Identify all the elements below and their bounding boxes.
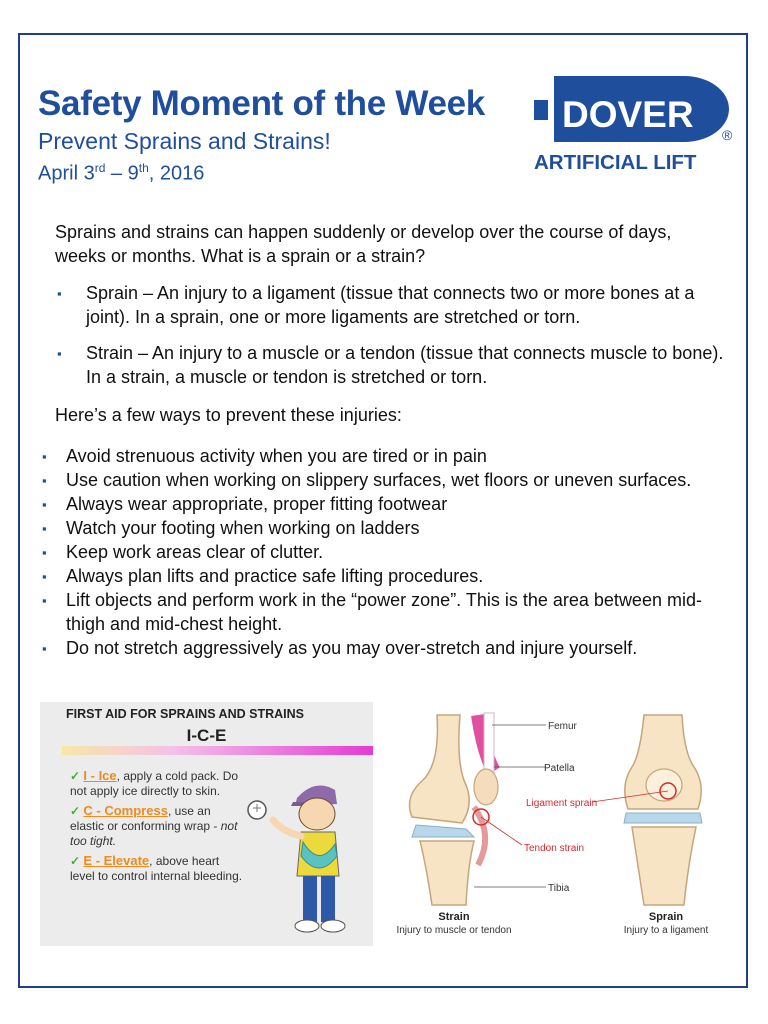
first-aid-title: FIRST AID FOR SPRAINS AND STRAINS [66, 707, 304, 721]
date-range: April 3rd – 9th, 2016 [38, 161, 205, 185]
list-item: ▪ Lift objects and perform work in the “power zone”. This is the area between mid-thigh and mid-chest height. [40, 588, 730, 636]
list-item: ▪ Avoid strenuous activity when you are tired or in pain [40, 444, 730, 468]
page-title: Safety Moment of the Week [38, 84, 485, 123]
step-ice: ✓ I - Ice, apply a cold pack. Do not apply ice directly to skin. [70, 768, 239, 798]
check-icon: ✓ [70, 854, 81, 868]
list-item: ▪ Always wear appropriate, proper fitting footwear [40, 492, 730, 516]
intro-paragraph: Sprains and strains can happen suddenly or develop over the course of days, weeks or months. What is a sprain or a strain? [55, 222, 672, 266]
label-femur: Femur [548, 721, 577, 732]
check-icon: ✓ [70, 769, 81, 783]
list-item: ▪ Use caution when working on slippery surfaces, wet floors or uneven surfaces. [40, 468, 730, 492]
logo-registered: ® [722, 127, 733, 143]
prevention-intro: Here’s a few ways to prevent these injuries: [55, 405, 402, 425]
gradient-bar [62, 746, 373, 755]
list-item: ▪ Always plan lifts and practice safe lifting procedures. [40, 564, 730, 588]
definition-strain: ▪ Strain – An injury to a muscle or a tendon (tissue that connects muscle to bone). In a strain, a muscle or tendon is stretched or torn. [55, 341, 735, 389]
label-ligament-sprain: Ligament sprain [526, 798, 598, 809]
first-aid-steps [70, 768, 245, 888]
step-elevate: ✓ E - Elevate, above heart level to control internal bleeding. [70, 853, 243, 883]
list-item: ▪ Keep work areas clear of clutter. [40, 540, 730, 564]
logo-tagline: ARTIFICIAL LIFT [534, 151, 697, 174]
list-item: ▪ Do not stretch aggressively as you may over-stretch and injure yourself. [40, 636, 730, 660]
dover-logo [534, 76, 740, 176]
check-icon: ✓ [70, 804, 81, 818]
list-item: ▪ Watch your footing when working on ladders [40, 516, 730, 540]
page-subtitle: Prevent Sprains and Strains! [38, 128, 331, 154]
sprain-caption: Injury to a ligament [623, 925, 709, 936]
ice-acronym: I-C-E [186, 726, 227, 745]
prevention-tips-list [40, 444, 730, 660]
label-tibia: Tibia [548, 883, 570, 894]
sprain-title: Sprain [648, 911, 684, 923]
step-compress: ✓ C - Compress, use an elastic or conforming wrap - not too tight. [70, 803, 238, 848]
strain-caption: Injury to muscle or tendon [396, 925, 512, 936]
label-patella: Patella [544, 763, 575, 774]
knee-anatomy-illustration [382, 705, 722, 947]
first-aid-panel [40, 702, 373, 946]
definitions-list [55, 281, 735, 401]
definition-sprain: ▪ Sprain – An injury to a ligament (tissue that connects two or more bones at a joint). In a sprain, one or more ligaments are stretched or torn. [55, 281, 735, 329]
logo-brand: DOVER [562, 94, 694, 135]
label-tendon-strain: Tendon strain [524, 843, 585, 854]
strain-title: Strain [438, 911, 470, 923]
cartoon-person-illustration [235, 772, 365, 944]
